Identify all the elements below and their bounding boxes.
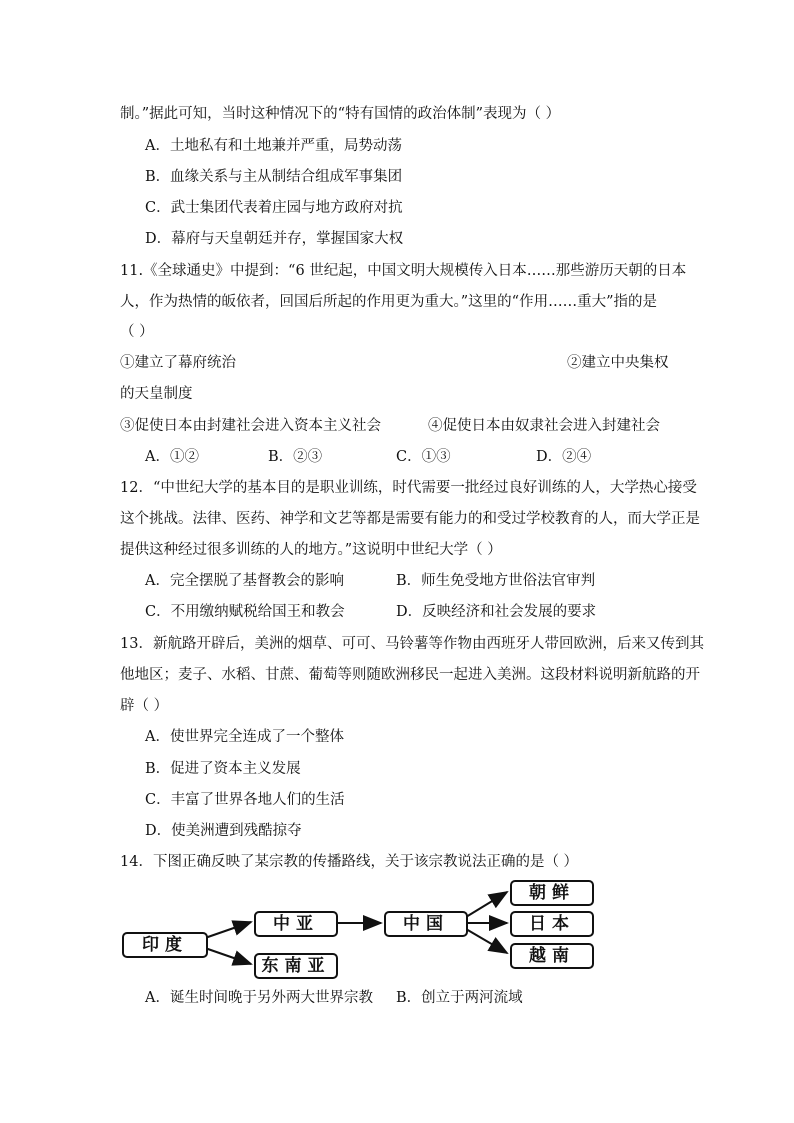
box-japan: 日本 — [510, 911, 594, 937]
q12-stem-line3: 提供这种经过很多训练的人的地方。”这说明中世纪大学（ ） — [120, 542, 502, 558]
q12-stem-line2: 这个挑战。法律、医药、神学和文艺等都是需要有能力的和受过学校教育的人，而大学正是 — [120, 511, 700, 527]
q12-option-c: C．不用缴纳赋税给国王和教会 — [145, 604, 345, 620]
q13-stem-line1: 13．新航路开辟后，美洲的烟草、可可、马铃薯等作物由西班牙人带回欧洲，后来又传到其 — [120, 636, 704, 652]
q11-option-a: A．①② — [145, 449, 199, 465]
q11-item-1: ①建立了幕府统治 — [120, 355, 236, 371]
q11-stem-line3: （ ） — [120, 324, 154, 340]
q11-option-c: C．①③ — [396, 449, 451, 465]
q11-option-b: B．②③ — [268, 449, 323, 465]
box-central-asia: 中亚 — [254, 911, 338, 937]
q12-option-d: D．反映经济和社会发展的要求 — [396, 604, 597, 620]
q10-option-c: C．武士集团代表着庄园与地方政府对抗 — [145, 200, 403, 216]
q14-stem: 14．下图正确反映了某宗教的传播路线，关于该宗教说法正确的是（ ） — [120, 854, 579, 870]
q10-stem: 制。”据此可知，当时这种情况下的“特有国情的政治体制”表现为（ ） — [120, 106, 561, 122]
q14-option-b: B．创立于两河流域 — [396, 990, 523, 1006]
q10-option-b: B．血缘关系与主从制结合组成军事集团 — [145, 169, 403, 185]
q13-option-d: D．使美洲遭到残酷掠夺 — [145, 823, 302, 839]
box-vietnam: 越南 — [510, 943, 594, 969]
q13-stem-line2: 他地区；麦子、水稻、甘蔗、葡萄等则随欧洲移民一起进入美洲。这段材料说明新航路的开 — [120, 667, 700, 683]
q13-option-b: B．促进了资本主义发展 — [145, 761, 301, 777]
q11-item-4: ④促使日本由奴隶社会进入封建社会 — [428, 418, 660, 434]
arrow-china-vietnam — [466, 929, 507, 953]
q11-item-3: ③促使日本由封建社会进入资本主义社会 — [120, 418, 381, 434]
box-korea: 朝鲜 — [510, 880, 594, 906]
box-southeast-asia: 东南亚 — [254, 953, 338, 979]
q11-item-2: ②建立中央集权 — [567, 355, 669, 371]
q12-option-b: B．师生免受地方世俗法官审判 — [396, 573, 596, 589]
q11-item-2-cont: 的天皇制度 — [120, 386, 193, 402]
box-china: 中国 — [384, 911, 468, 937]
q11-option-d: D．②④ — [536, 449, 592, 465]
religion-spread-diagram — [118, 872, 598, 984]
q13-option-a: A．使世界完全连成了一个整体 — [145, 729, 344, 745]
q13-option-c: C．丰富了世界各地人们的生活 — [145, 792, 345, 808]
arrow-india-central-asia — [205, 922, 251, 938]
q12-stem-line1: 12．“中世纪大学的基本目的是职业训练，时代需要一批经过良好训练的人，大学热心接受 — [120, 480, 697, 496]
q11-stem-line1: 11.《全球通史》中提到：“6 世纪起，中国文明大规模传入日本……那些游历天朝的日本 — [120, 263, 687, 279]
q11-stem-line2: 人，作为热情的皈依者，回国后所起的作用更为重大。”这里的“作用……重大”指的是 — [120, 294, 657, 310]
arrow-china-korea — [466, 892, 507, 917]
q13-stem-line3: 辟（ ） — [120, 698, 169, 714]
arrow-india-southeast-asia — [205, 948, 251, 964]
q10-option-a: A．土地私有和土地兼并严重，局势动荡 — [145, 138, 402, 154]
q10-option-d: D．幕府与天皇朝廷并存，掌握国家大权 — [145, 231, 404, 247]
q14-option-a: A．诞生时间晚于另外两大世界宗教 — [145, 990, 373, 1006]
q12-option-a: A．完全摆脱了基督教会的影响 — [145, 573, 344, 589]
box-india: 印度 — [122, 932, 208, 958]
